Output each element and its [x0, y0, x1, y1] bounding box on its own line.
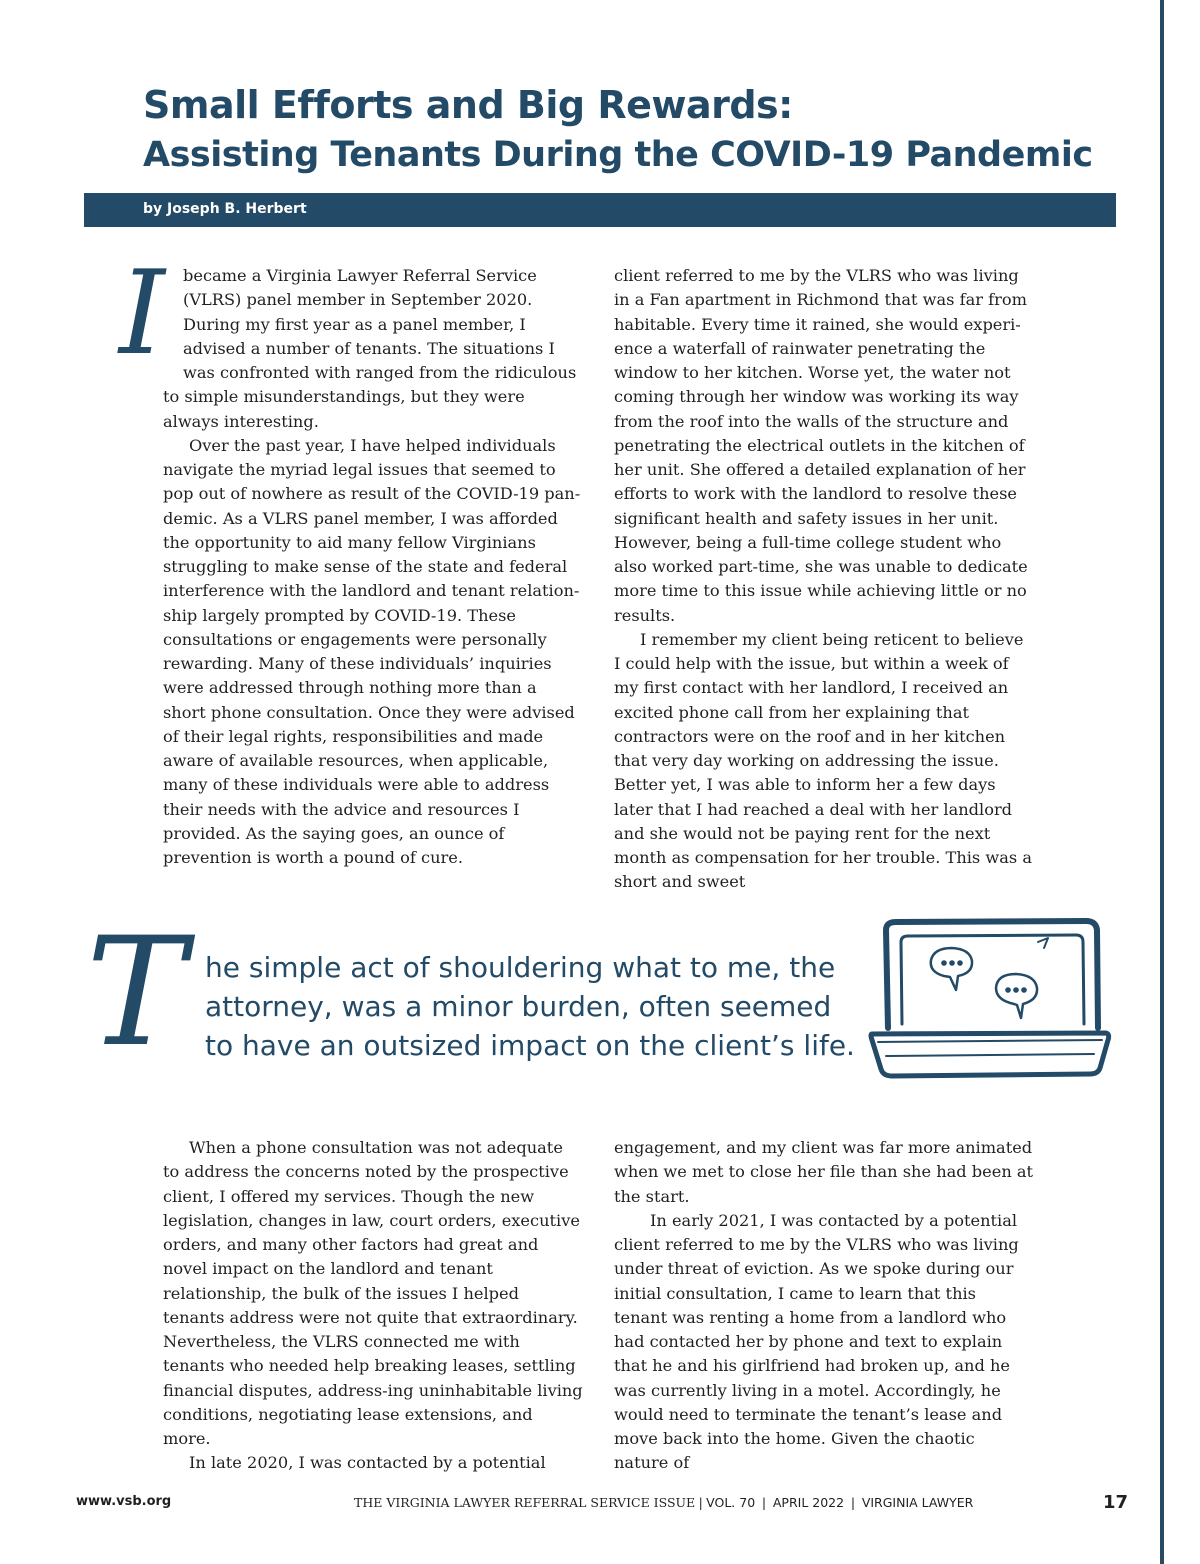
- paragraph: engagement, and my client was far more animated when we met to close her file than she had been at the start.: [614, 1138, 1034, 1206]
- footer-separator: |: [850, 1495, 856, 1510]
- footer-separator: |: [698, 1495, 703, 1510]
- footer-separator: |: [761, 1495, 767, 1510]
- pullquote-line: attorney, was a minor burden, often seemed: [205, 990, 832, 1023]
- column-1-top: [119, 246, 583, 870]
- laptop-chat-icon: [866, 916, 1114, 1086]
- column-1-bottom: [163, 1136, 583, 1476]
- footer-running-head: [354, 1495, 973, 1511]
- paragraph: client referred to me by the VLRS who was living in a Fan apartment in Richmond that was far from habitable. Every time it rained, she would experi-ence a waterfall of rainwater penetrating the window to her kitchen. Worse yet, the water not coming through her window was working its way from the roof into the walls of the structure and penetrating the electrical outlets in the kitchen of her unit. She offered a detailed explanation of her efforts to work with the landlord to resolve these significant health and safety issues in her unit. However, being a full-time college student who also worked part-time, she was unable to dedicate more time to this issue while achieving little or no results.: [614, 266, 1028, 625]
- page-edge-rule: [1160, 0, 1164, 1564]
- footer-volume: VOL. 70: [706, 1495, 756, 1510]
- paragraph: Over the past year, I have helped individuals navigate the myriad legal issues that seemed to pop out of nowhere as result of the COVID-19 pan-demic. As a VLRS panel member, I was afforded the opportunity to aid many fellow Virginians struggling to make sense of the state and federal interference with the landlord and tenant relation-ship largely prompted by COVID-19. These consultations or engagements were personally rewarding. Many of these individuals’ inquiries were addressed through nothing more than a short phone consultation. Once they were advised of their legal rights, responsibilities and made aware of available resources, when applicable, many of these individuals were able to address their needs with the advice and resources I provided. As the saying goes, an ounce of prevention is worth a pound of cure.: [163, 435, 581, 867]
- footer-issue: THE VIRGINIA LAWYER REFERRAL SERVICE ISSUE: [354, 1495, 696, 1510]
- pullquote-line: he simple act of shouldering what to me, the: [205, 951, 836, 984]
- pullquote: [205, 948, 865, 1065]
- footer-website: www.vsb.org: [76, 1494, 172, 1509]
- byline-bar: [84, 193, 1116, 227]
- paragraph: When a phone consultation was not adequate to address the concerns noted by the prospective client, I offered my services. Though the new legislation, changes in law, court orders, executive orders, and many other factors had great and novel impact on the landlord and tenant relationship, the bulk of the issues I helped tenants address were not quite that extraordinary. Nevertheless, the VLRS connected me with tenants who needed help breaking leases, settling financial disputes, address-ing uninhabitable living conditions, negotiating lease extensions, and more.: [163, 1138, 583, 1448]
- drop-cap: I: [119, 246, 165, 381]
- page-number: 17: [1103, 1492, 1129, 1513]
- paragraph: I remember my client being reticent to believe I could help with the issue, but within a week of my first contact with her landlord, I received an excited phone call from her explaining that contractors were on the roof and in her kitchen that very day working on addressing the issue. Better yet, I was able to inform her a few days later that I had reached a deal with her landlord and she would not be paying rent for the next month as compensation for her trouble. This was a short and sweet: [614, 629, 1032, 892]
- pullquote-line: to have an outsized impact on the client’s life.: [205, 1029, 855, 1062]
- paragraph: In early 2021, I was contacted by a potential client referred to me by the VLRS who was living under threat of eviction. As we spoke during our initial consultation, I came to learn that this tenant was renting a home from a landlord who had contacted her by phone and text to explain that he and his girlfriend had broken up, and he was currently living in a motel. Accordingly, he would need to terminate the tenant’s lease and move back into the home. Given the chaotic nature of: [614, 1210, 1019, 1473]
- byline: by Joseph B. Herbert: [143, 201, 307, 217]
- column-2-bottom: [614, 1136, 1034, 1476]
- footer-date: APRIL 2022: [772, 1495, 845, 1510]
- footer-publication: VIRGINIA LAWYER: [861, 1495, 974, 1510]
- title-line-1: Small Efforts and Big Rewards:: [143, 83, 793, 127]
- paragraph: [119, 246, 583, 434]
- paragraph: In late 2020, I was contacted by a potential: [189, 1453, 546, 1473]
- article-title: [143, 80, 1093, 180]
- title-line-2: Assisting Tenants During the COVID-19 Pandemic: [143, 135, 1093, 175]
- column-2-top: [614, 264, 1034, 895]
- paragraph-text: became a Virginia Lawyer Referral Service (VLRS) panel member in September 2020. During my first year as a panel member, I advised a number of tenants. The situations I was confronted with ranged from the ridiculous to simple misunderstandings, but they were always interesting.: [163, 266, 577, 431]
- pullquote-drop-cap: T: [86, 906, 187, 1080]
